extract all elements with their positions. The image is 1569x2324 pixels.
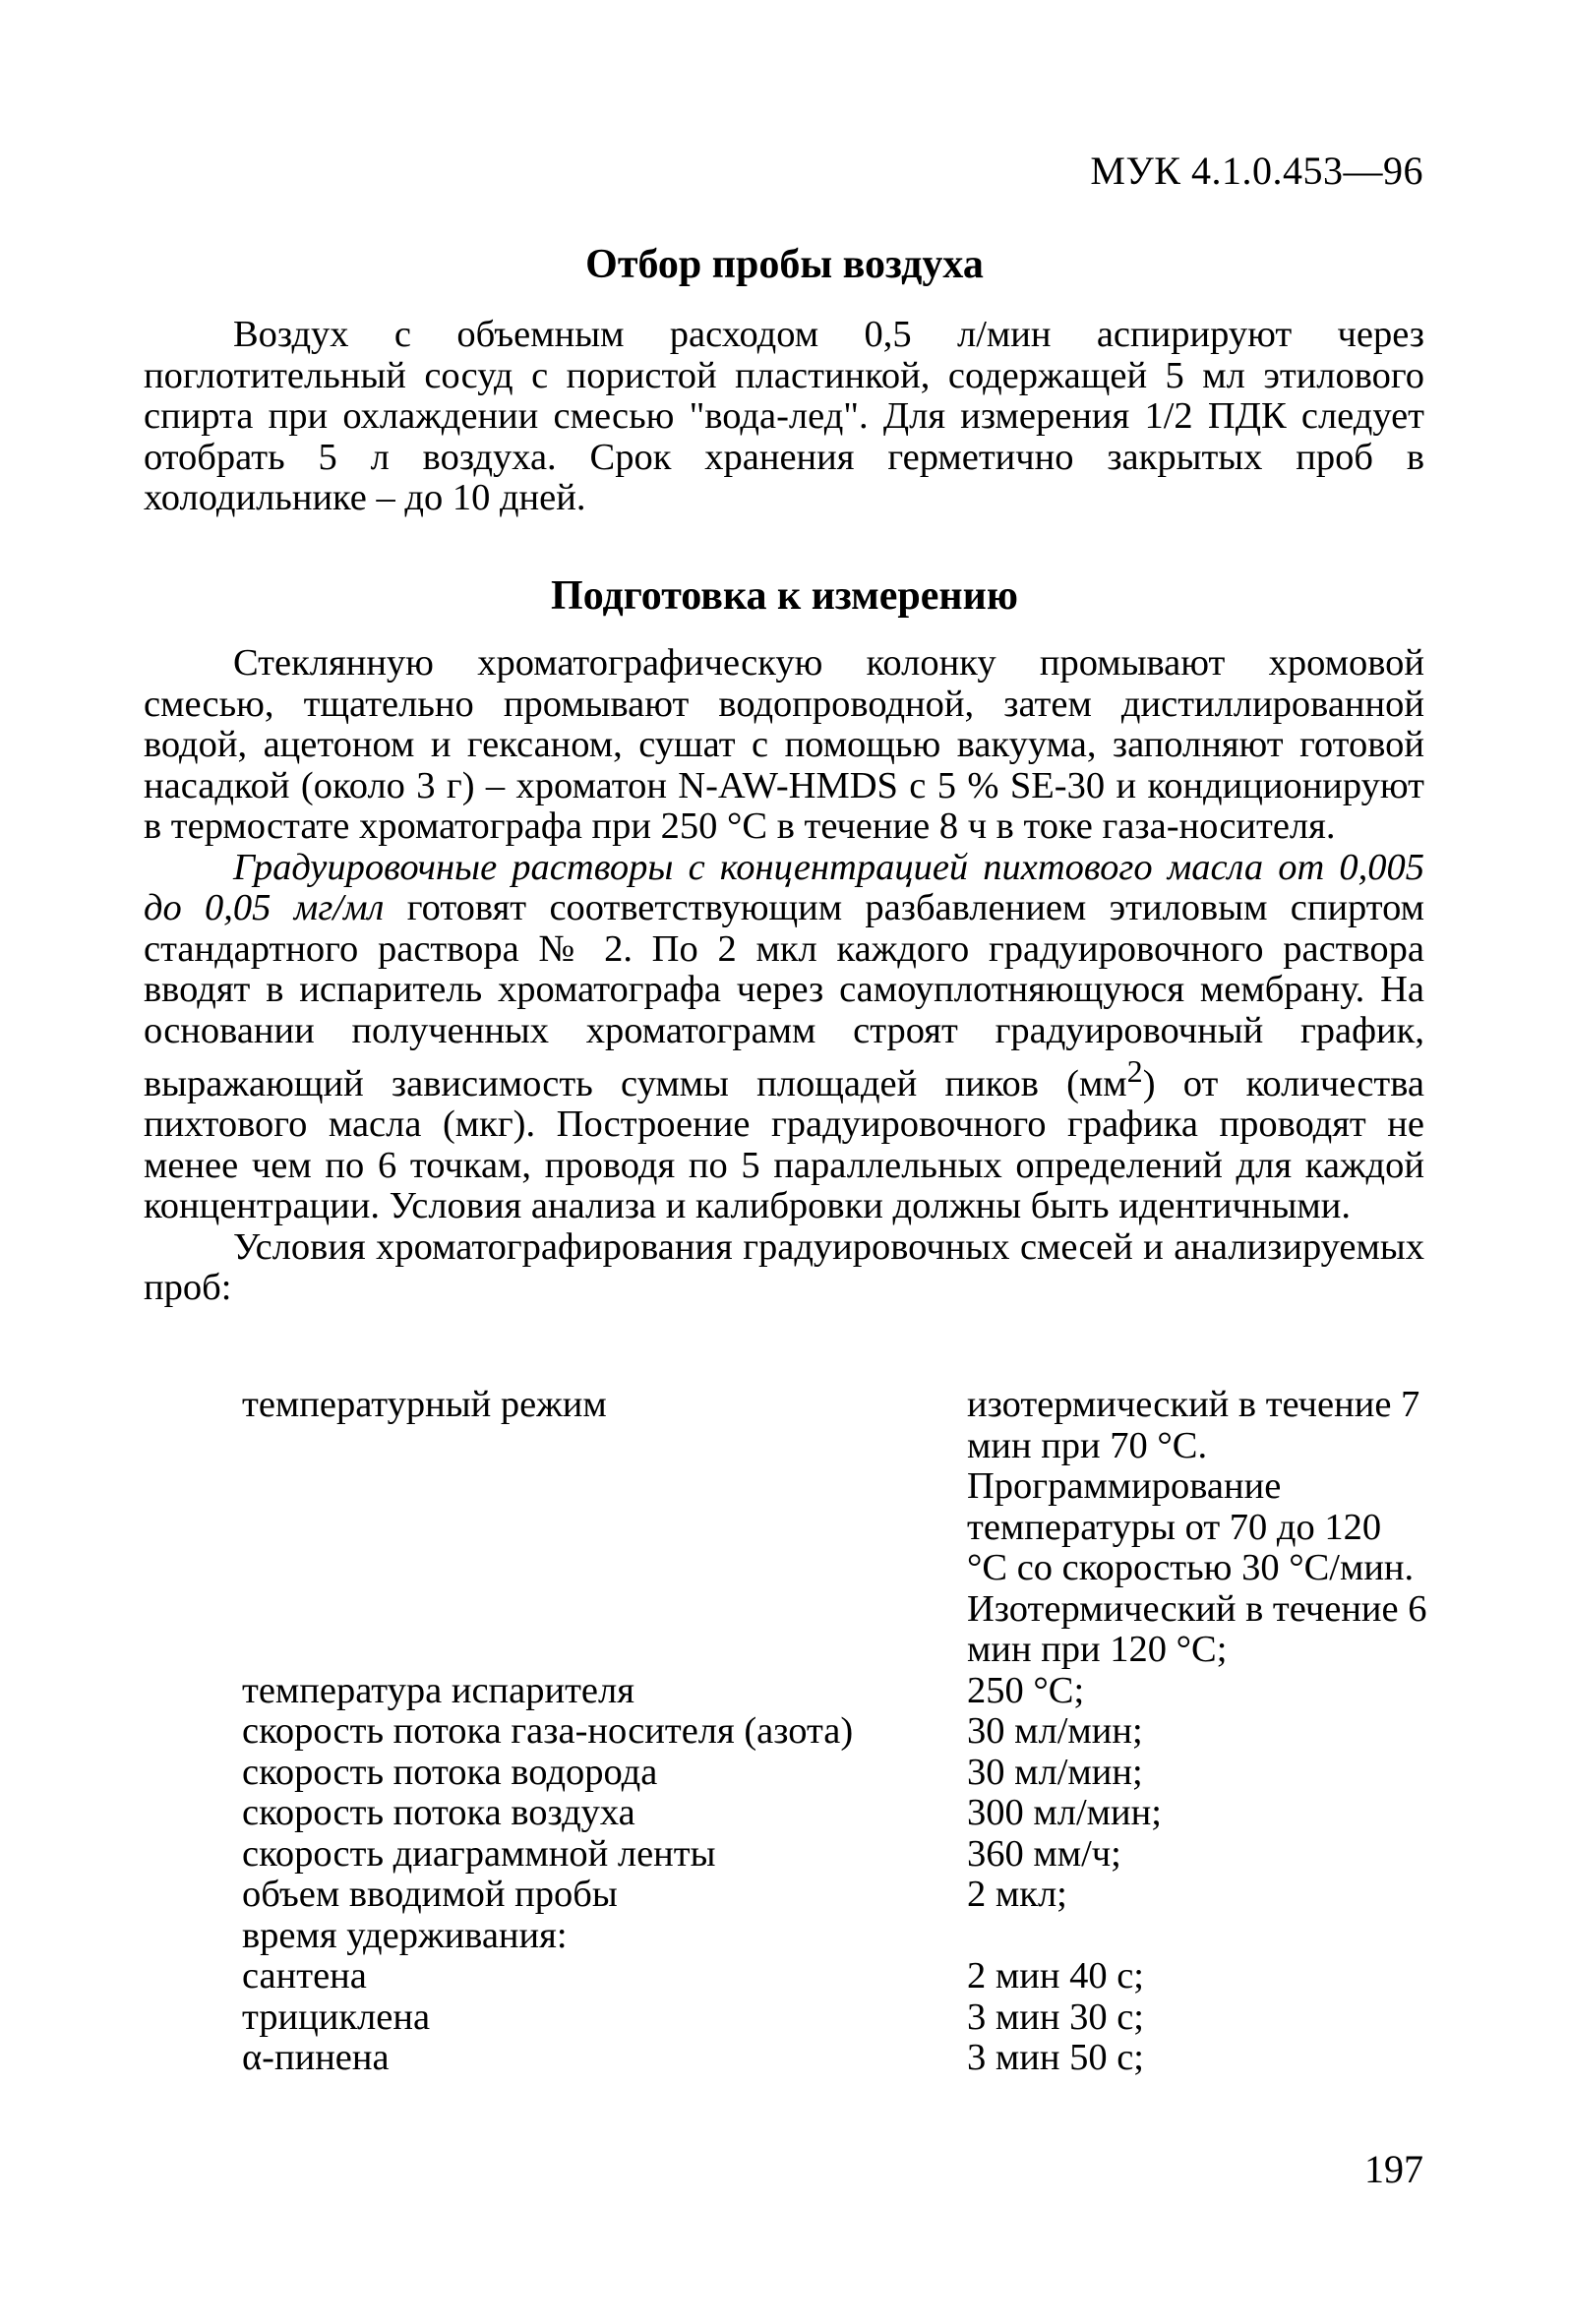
condition-value: 30 мл/мин; xyxy=(967,1710,1143,1752)
condition-row xyxy=(242,1711,1429,1753)
condition-row xyxy=(242,1875,1429,1916)
condition-label: температурный режим xyxy=(242,1384,607,1425)
condition-label: α-пинена xyxy=(242,2037,390,2078)
condition-row xyxy=(242,1753,1429,1794)
superscript: 2 xyxy=(1126,1053,1143,1089)
condition-label: сантена xyxy=(242,1955,367,1996)
section-title-sampling: Отбор пробы воздуха xyxy=(585,242,984,287)
condition-row xyxy=(242,1834,1429,1876)
paragraph-calibration xyxy=(144,848,1424,1227)
condition-label: скорость потока воздуха xyxy=(242,1792,635,1833)
calibration-italic-text: Градуировочные растворы с концентрацией пихтового масла от 0,005 до 0,05 мг/мл xyxy=(144,846,1424,928)
condition-value: 2 мкл; xyxy=(967,1874,1067,1915)
condition-row xyxy=(242,1916,1429,1957)
condition-value: 3 мин 50 с; xyxy=(967,2037,1144,2078)
condition-value: 2 мин 40 с; xyxy=(967,1955,1144,1996)
condition-value: 250 °С; xyxy=(967,1669,1085,1711)
calibration-text-b: ) от количества пихтового масла (мкг). Построение градуировочного графика проводят не менее чем по 6 точкам, проводя по 5 параллельных определений для каждой концентрации. Условия анализа и калибровки должны быть идентичными. xyxy=(144,1062,1424,1227)
paragraph-conditions-intro: Условия хроматографирования градуировочных смесей и анализируемых проб: xyxy=(144,1225,1424,1309)
condition-label: время удерживания: xyxy=(242,1914,568,1956)
condition-value xyxy=(967,1916,1429,1957)
condition-value: 360 мм/ч; xyxy=(967,1832,1121,1875)
paragraph-column-prep: Стеклянную хроматографическую колонку промывают хромовой смесью, тщательно промывают водопроводной, затем дистиллированной водой, ацетоном и гексаном, сушат с помощью вакуума, заполняют готовой насадкой (около 3 г) – хроматон N-AW-HMDS с 5 % SE-30 и кондиционируют в термостате хроматографа при 250 °С в течение 8 ч в токе газа-носителя. xyxy=(144,642,1424,847)
condition-value: 3 мин 30 с; xyxy=(967,1996,1144,2038)
condition-label: скорость потока водорода xyxy=(242,1751,658,1793)
condition-value: 300 мл/мин; xyxy=(967,1792,1162,1833)
conditions-table xyxy=(242,1385,1429,2079)
calibration-text-a: готовят соответствующим разбавлением этиловым спиртом стандартного раствора № 2. По 2 мкл каждого градуировочного раствора вводят в испаритель хроматографа через самоуплотняющуюся мембрану. На основании полученных хроматограмм строят градуировочный график, выражающий зависимость суммы площадей пиков (мм xyxy=(144,887,1424,1104)
condition-row xyxy=(242,1671,1429,1712)
condition-row xyxy=(242,1385,1429,1671)
condition-label: объем вводимой пробы xyxy=(242,1874,618,1915)
section-body-preparation xyxy=(144,643,1424,1309)
condition-label: скорость диаграммной ленты xyxy=(242,1832,716,1875)
condition-row xyxy=(242,2038,1429,2079)
page-number: 197 xyxy=(1364,2147,1423,2191)
condition-row xyxy=(242,1793,1429,1834)
condition-label: температура испарителя xyxy=(242,1669,634,1711)
condition-value: 30 мл/мин; xyxy=(967,1751,1143,1793)
condition-row xyxy=(242,1997,1429,2039)
document-code: МУК 4.1.0.453—96 xyxy=(1090,149,1423,193)
section-title-preparation: Подготовка к измерению xyxy=(551,573,1018,619)
condition-label: скорость потока газа-носителя (азота) xyxy=(242,1710,854,1752)
paragraph: Воздух с объемным расходом 0,5 л/мин аспирируют через поглотительный сосуд с пористой пластинкой, содержащей 5 мл этилового спирта при охлаждении смесью "вода-лед". Для измерения 1/2 ПДК следует отобрать 5 л воздуха. Срок хранения герметично закрытых проб в холодильнике – до 10 дней. xyxy=(144,314,1424,518)
condition-label: трициклена xyxy=(242,1996,431,2038)
condition-row xyxy=(242,1956,1429,1997)
condition-value: изотермический в течение 7 мин при 70 °С. Программирование температуры от 70 до 120 °С со скоростью 30 °С/мин. Изотермический в течение 6 мин при 120 °С; xyxy=(967,1384,1427,1670)
section-body-sampling xyxy=(144,315,1424,519)
